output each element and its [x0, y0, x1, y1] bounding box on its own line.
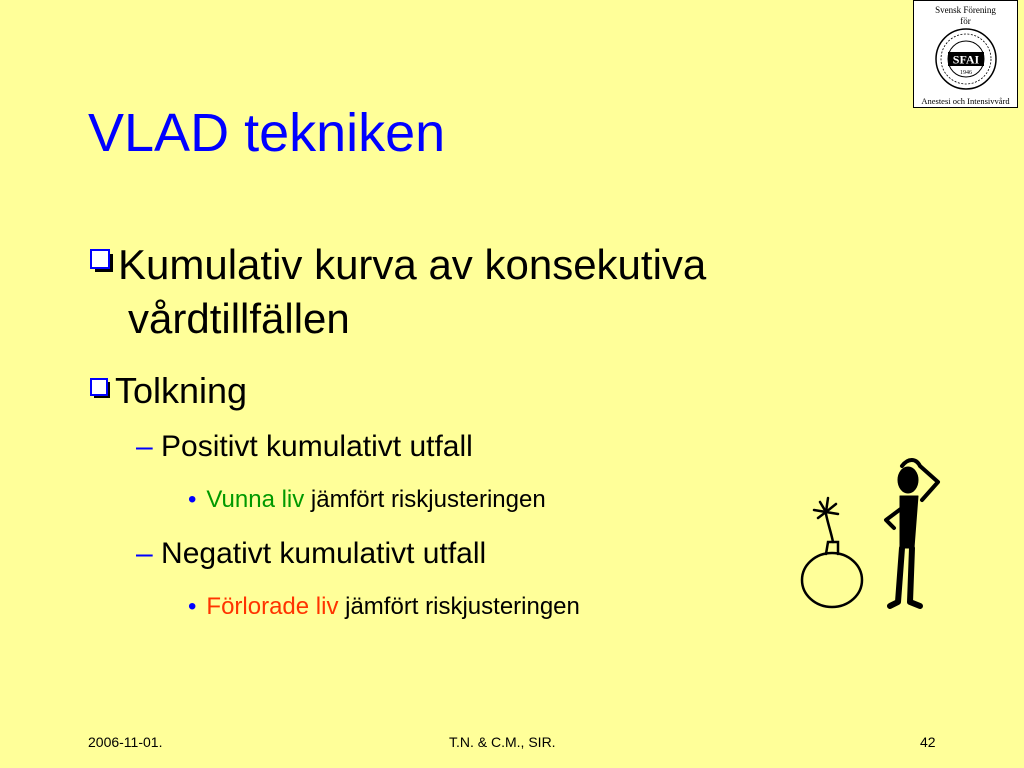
bullet-item-1-line-1: Kumulativ kurva av konsekutiva [118, 241, 707, 288]
dot-marker: • [188, 593, 197, 620]
logo-seal-text: SFAI [952, 52, 980, 67]
hollow-square-bullet-icon [90, 232, 114, 256]
detail-negative-rest: jämfört riskjusteringen [345, 593, 580, 620]
sub-bullet-positive-label: Positivt kumulativt utfall [161, 430, 473, 463]
footer-authors: T.N. & C.M., SIR. [449, 734, 556, 750]
slide-title: VLAD tekniken [88, 103, 446, 163]
puzzled-man-icon [886, 460, 938, 606]
logo-line-2: för [960, 16, 971, 26]
detail-negative-highlight: Förlorade liv [206, 593, 339, 620]
bullet-item-2-label: Tolkning [115, 370, 248, 411]
detail-positive-rest: jämfört riskjusteringen [310, 486, 546, 513]
detail-positive-highlight: Vunna liv [206, 486, 305, 513]
bomb-and-puzzled-man-icon [798, 452, 968, 617]
sub-bullet-negative-label: Negativt kumulativt utfall [161, 537, 487, 570]
bullet-item-1-line-2: vårdtillfällen [128, 295, 350, 342]
logo-line-3: Anestesi och Intensivvård [921, 96, 1010, 106]
sub-bullet-positive [136, 430, 473, 464]
logo-seal-year: 1946 [960, 70, 972, 76]
hollow-square-bullet-icon [90, 364, 111, 385]
sub-bullet-negative [136, 537, 486, 571]
bullet-item-2 [90, 364, 247, 414]
dash-marker: – [136, 430, 153, 463]
detail-positive [188, 486, 546, 514]
bomb-icon [802, 498, 862, 607]
sfai-logo [913, 0, 1018, 108]
bullet-item-1 [90, 232, 706, 292]
dot-marker: • [188, 486, 197, 513]
footer-page-number: 42 [920, 734, 936, 750]
detail-negative [188, 593, 580, 621]
dash-marker: – [136, 537, 153, 570]
logo-line-1: Svensk Förening [935, 5, 996, 15]
sfai-seal-icon [934, 25, 998, 93]
footer-date: 2006-11-01. [88, 734, 163, 750]
